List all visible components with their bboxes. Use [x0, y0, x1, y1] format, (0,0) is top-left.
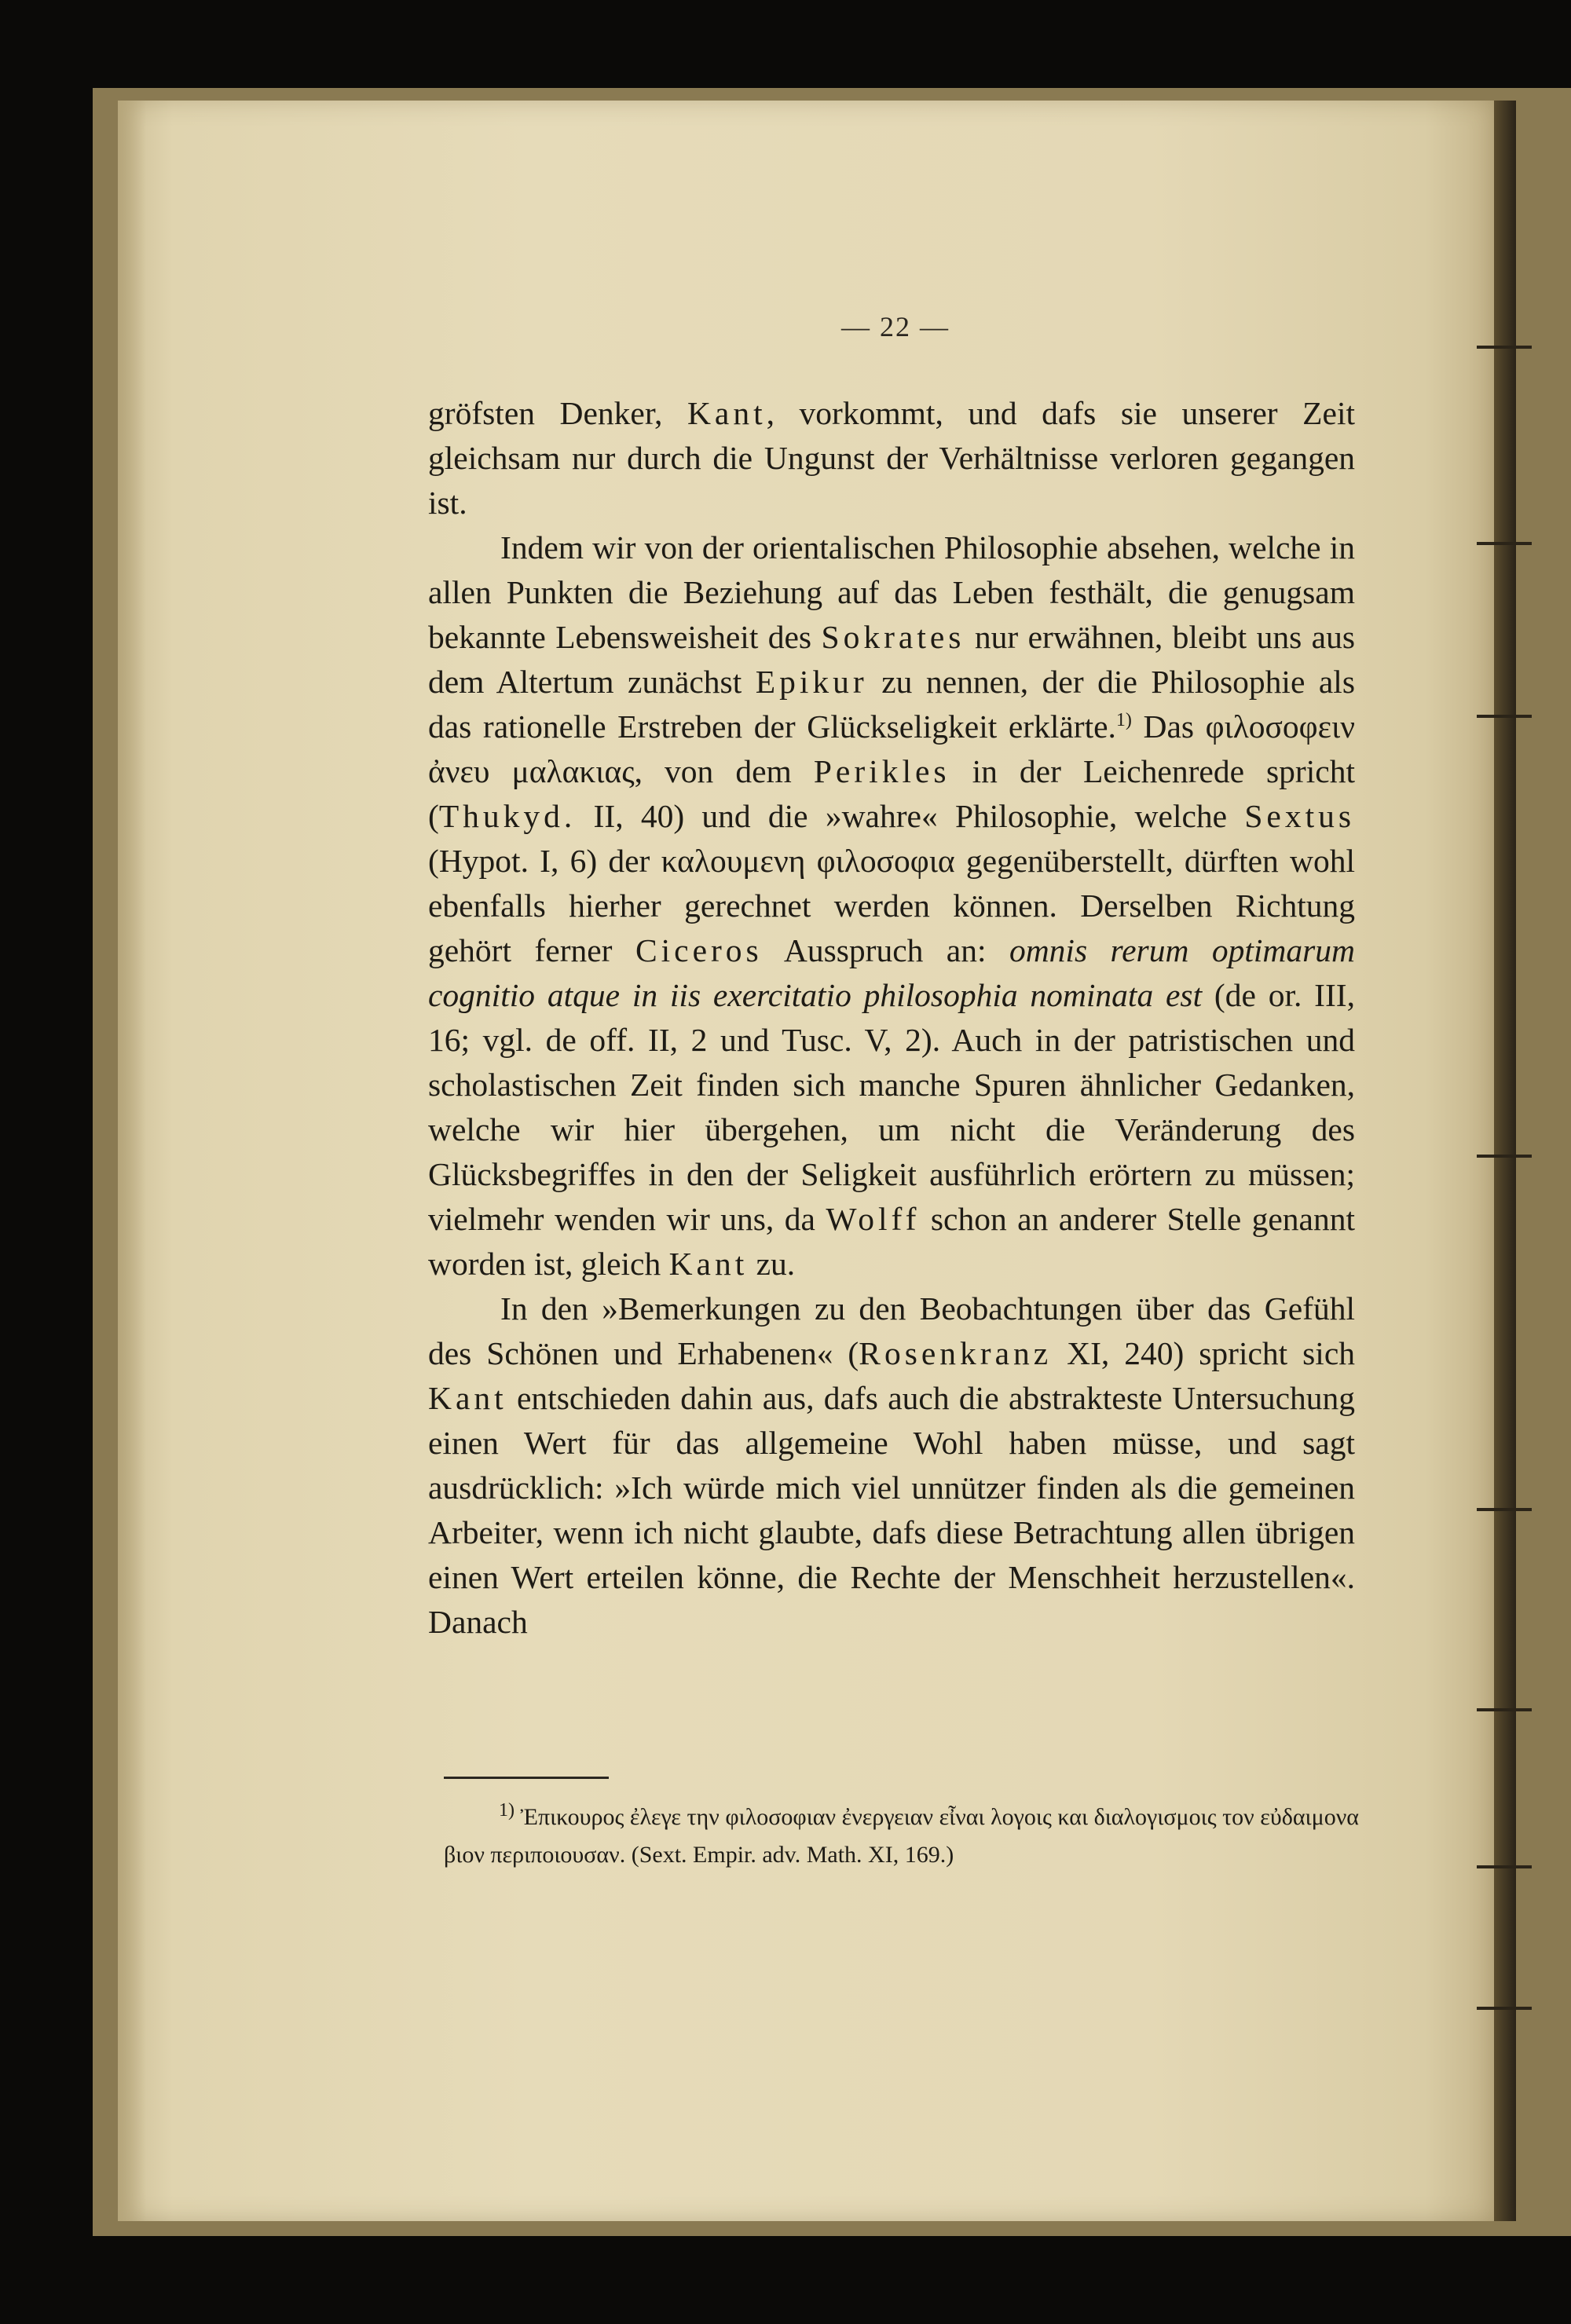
text-run: entschieden dahin aus, dafs auch die abstrakteste Untersuchung einen Wert für das allgemeine Wohl haben müsse, und sagt ausdrücklich: »Ich würde mich viel unnützer finden als die gemeinen Arbeiter, wenn ich nicht glaubte, dafs diese Betrachtung allen übrigen einen Wert erteilen könne, die Rechte der Menschheit herzustellen«. Danach — [428, 1380, 1355, 1640]
text-run: gröfsten Denker, — [428, 395, 687, 431]
binding-thread — [1477, 542, 1532, 545]
text-run: nur erwähnen, bleibt uns aus dem Altertum zunächst — [428, 619, 1356, 700]
text-run: Ἐπικουρος ἐλεγε την φιλοσοφιαν ἐνεργειαν εἶναι λογοις και διαλογισμοις τον εὐδαιμονα βιον περιποιουσαν. (Sext. Empir. adv. Math. XI, 169.) — [444, 1804, 1359, 1868]
spaced-name: Perikles — [813, 753, 950, 789]
footnote-marker: 1) — [499, 1800, 515, 1821]
spaced-name: Sextus — [1244, 798, 1355, 834]
spaced-name: Kant — [687, 395, 767, 431]
footnote — [444, 1799, 1359, 1874]
text-run: , vorkommt, und dafs sie unserer Zeit gleichsam nur durch die Ungunst der Verhältnisse verloren gegangen ist. — [428, 395, 1355, 521]
footnote-marker: 1) — [1115, 710, 1132, 731]
paragraph — [428, 525, 1355, 1286]
text-run: XI, 240) spricht sich — [1052, 1335, 1355, 1371]
spaced-name: Thukyd. — [438, 798, 577, 834]
page-gutter-shadow — [118, 101, 146, 2221]
page-edge — [1494, 101, 1516, 2221]
text-run: Ausspruch an: — [762, 932, 1009, 968]
binding-thread — [1477, 1155, 1532, 1158]
text-run: Indem wir von der orientalischen Philosophie absehen, welche in allen Punkten die Beziehung auf das Leben festhält, die genugsam bekannte Lebensweisheit des — [428, 529, 1355, 655]
italic-quote: omnis rerum optimarum cognitio atque in iis exercitatio philosophia nominata est — [428, 932, 1355, 1013]
page-number: — 22 — — [841, 311, 950, 342]
spaced-name: Rosenkranz — [859, 1335, 1053, 1371]
binding-thread — [1477, 346, 1532, 349]
text-run: zu. — [748, 1246, 796, 1282]
text-run: in der Leichenrede spricht ( — [428, 753, 1355, 834]
spaced-name: Epikur — [755, 664, 868, 700]
text-run: schon an anderer Stelle genannt worden ist, gleich — [428, 1201, 1355, 1282]
paragraph — [428, 391, 1355, 525]
spaced-name: Ciceros — [635, 932, 763, 968]
text-run: In den »Bemerkungen zu den Beobachtungen über das Gefühl des Schönen und Erhabenen« ( — [428, 1290, 1355, 1371]
spaced-name: Wolff — [826, 1201, 921, 1237]
spaced-name: Kant — [428, 1380, 507, 1416]
spaced-name: Kant — [668, 1246, 749, 1282]
text-run: zu nennen, der die Philosophie als das rationelle Erstreben der Glückseligkeit erklärte. — [428, 664, 1355, 745]
footnote-rule — [444, 1777, 609, 1779]
text-run: Das φιλοσοφειν ἀνευ μαλακιας, von dem — [428, 708, 1355, 789]
footnote-text — [444, 1799, 1359, 1874]
binding-thread — [1477, 715, 1532, 718]
binding-thread — [1477, 1508, 1532, 1511]
binding-thread — [1477, 1708, 1532, 1711]
text-run: (Hypot. I, 6) der καλουμενη φιλοσοφια gegenüberstellt, dürften wohl ebenfalls hierher gerechnet werden können. Derselben Richtung gehört ferner — [428, 843, 1355, 968]
binding-thread — [1477, 2007, 1532, 2010]
spaced-name: Sokrates — [821, 619, 965, 655]
binding-thread — [1477, 1865, 1532, 1868]
paragraph — [428, 1286, 1355, 1645]
text-run: (de or. III, 16; vgl. de off. II, 2 und Tusc. V, 2). Auch in der patristischen und scholastischen Zeit finden sich manche Spuren ähnlicher Gedanken, welche wir hier übergehen, um nicht die Veränderung des Glücksbegriffes in den der Seligkeit ausführlich erörtern zu müssen; vielmehr wenden wir uns, da — [428, 977, 1355, 1237]
text-run: II, 40) und die »wahre« Philosophie, welche — [576, 798, 1245, 834]
body-text — [428, 391, 1355, 1645]
